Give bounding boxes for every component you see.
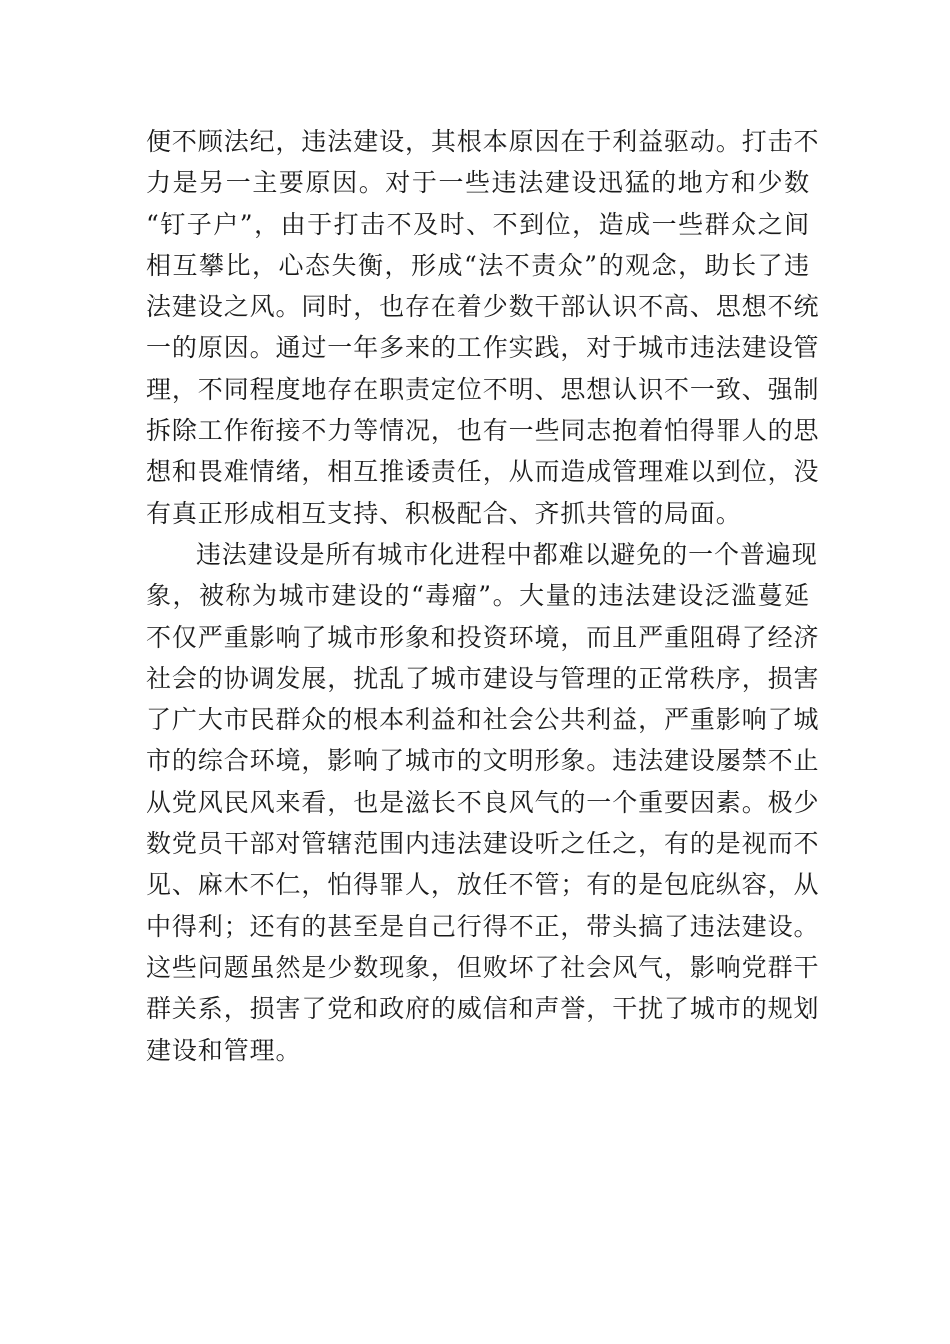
document-body xyxy=(146,121,820,1071)
text-line: 法建设之风。同时，也存在着少数干部认识不高、思想不统 xyxy=(146,292,820,322)
text-line: 象，被称为城市建设的“毒瘤”。大量的违法建设泛滥蔓延 xyxy=(146,581,810,611)
text-line: 一的原因。通过一年多来的工作实践，对于城市违法建设管 xyxy=(146,333,820,363)
text-line: 不仅严重影响了城市形象和投资环境，而且严重阻碍了经济 xyxy=(146,622,820,652)
text-line: 便不顾法纪，违法建设，其根本原因在于利益驱动。打击不 xyxy=(146,127,820,156)
text-line: 数党员干部对管辖范围内违法建设听之任之，有的是视而不 xyxy=(146,829,820,859)
text-line: 这些问题虽然是少数现象，但败坏了社会风气，影响党群干 xyxy=(146,952,820,982)
text-line: “钉子户”，由于打击不及时、不到位，造成一些群众之间 xyxy=(146,209,810,239)
text-line: 建设和管理。 xyxy=(146,1035,302,1065)
text-line: 有真正形成相互支持、积极配合、齐抓共管的局面。 xyxy=(146,498,742,528)
text-line: 中得利；还有的甚至是自己行得不正，带头搞了违法建设。 xyxy=(146,911,820,941)
text-line: 力是另一主要原因。对于一些违法建设迅猛的地方和少数 xyxy=(146,168,810,198)
text-line: 理，不同程度地存在职责定位不明、思想认识不一致、强制 xyxy=(146,374,820,404)
text-line: 社会的协调发展，扰乱了城市建设与管理的正常秩序，损害 xyxy=(146,663,820,693)
text-line: 从党风民风来看，也是滋长不良风气的一个重要因素。极少 xyxy=(146,787,820,817)
paragraph-2 xyxy=(146,534,820,1071)
text-line: 群关系，损害了党和政府的威信和声誉，干扰了城市的规划 xyxy=(146,994,820,1024)
paragraph-1 xyxy=(146,121,820,534)
text-line: 拆除工作衔接不力等情况，也有一些同志抱着怕得罪人的思 xyxy=(146,416,820,446)
text-line: 违法建设是所有城市化进程中都难以避免的一个普遍现 xyxy=(196,539,818,569)
text-line: 想和畏难情绪，相互推诿责任，从而造成管理难以到位，没 xyxy=(146,457,820,487)
text-line: 相互攀比，心态失衡，形成“法不责众”的观念，助长了违 xyxy=(146,250,810,280)
text-line: 见、麻木不仁，怕得罪人，放任不管；有的是包庇纵容，从 xyxy=(146,870,820,900)
text-line: 市的综合环境，影响了城市的文明形象。违法建设屡禁不止 xyxy=(146,746,820,776)
text-line: 了广大市民群众的根本利益和社会公共利益，严重影响了城 xyxy=(146,705,820,735)
